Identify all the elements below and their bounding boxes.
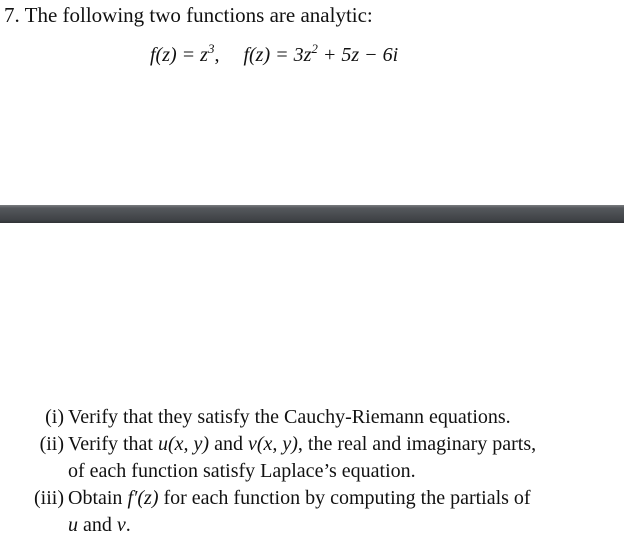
item-number: (i) <box>45 406 64 428</box>
text-run: for each function by computing the partials of <box>158 487 531 509</box>
eq1-comma: , <box>214 44 220 66</box>
eq2-exponent: 2 <box>311 41 318 56</box>
math-v: v <box>116 514 126 536</box>
item-text-line-2 <box>68 512 604 539</box>
item-number: (iii) <box>34 487 64 509</box>
equation-2 <box>243 41 399 66</box>
item-text-line-1 <box>68 485 604 512</box>
question-item-i <box>0 404 624 431</box>
math-v: v(x, y) <box>247 433 298 455</box>
equation-1 <box>150 41 215 66</box>
question-list <box>0 404 624 539</box>
eq2-base: f(z) = 3z <box>243 44 312 66</box>
math-u: u <box>68 514 78 536</box>
equation-row <box>150 42 398 68</box>
problem-title: 7. The following two functions are analytic: <box>4 3 373 27</box>
section-divider <box>0 205 624 223</box>
text-run: and <box>78 514 117 536</box>
item-text: Verify that they satisfy the Cauchy-Riemann equations. <box>68 406 511 428</box>
item-text-line-2: of each function satisfy Laplace’s equation. <box>68 460 416 482</box>
item-number: (ii) <box>39 433 64 455</box>
text-run: Obtain <box>68 487 128 509</box>
item-text-line-1 <box>68 431 604 458</box>
eq1-exponent: 3 <box>207 41 215 56</box>
math-u: u(x, y) <box>157 433 210 455</box>
text-run: Verify that <box>68 433 158 455</box>
eq1-base: f(z) = z <box>150 44 208 66</box>
text-run: and <box>209 433 248 455</box>
eq2-rest: + 5z − 6i <box>317 44 399 66</box>
math-f-prime: f′(z) <box>127 487 159 509</box>
question-item-iii <box>0 485 624 539</box>
text-run: . <box>125 514 131 536</box>
question-item-ii <box>0 431 624 485</box>
text-run: , the real and imaginary parts, <box>297 433 537 455</box>
